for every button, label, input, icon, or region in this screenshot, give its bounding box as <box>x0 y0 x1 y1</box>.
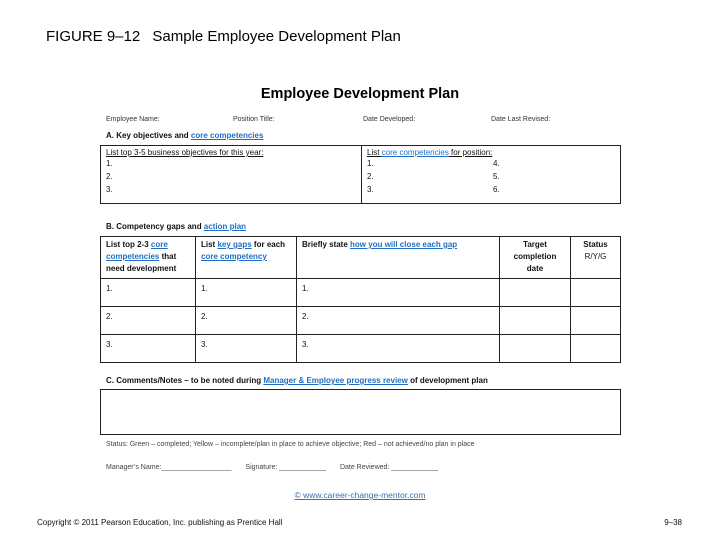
section-a-prefix: A. Key objectives and <box>106 131 191 140</box>
objective-item: 1. <box>106 159 113 168</box>
header-key-gaps: List key gaps for each core competency <box>196 237 297 279</box>
key-gaps-link[interactable]: key gaps <box>217 240 252 249</box>
core-competencies-link[interactable]: core competencies <box>106 240 168 261</box>
objective-item: 3. <box>106 185 113 194</box>
competency-item: 4. <box>493 159 500 168</box>
copyright: Copyright © 2011 Pearson Education, Inc. publishing as Prentice Hall <box>37 518 283 527</box>
section-b-prefix: B. Competency gaps and <box>106 222 204 231</box>
header-target-date: Target completion date <box>500 237 571 279</box>
table-row: 2. 2. 2. <box>101 307 621 335</box>
competency-gaps-table <box>100 236 621 363</box>
progress-review-link[interactable]: Manager & Employee progress review <box>263 376 408 385</box>
objectives-header: List top 3-5 business objectives for this year: <box>106 148 264 157</box>
close-gap-link[interactable]: how you will close each gap <box>350 240 458 249</box>
figure-number: FIGURE 9–12 <box>46 28 141 45</box>
meta-date-last-revised: Date Last Revised: <box>491 116 551 123</box>
header-close-gap: Briefly state how you will close each gap <box>297 237 500 279</box>
signature-field: Signature: ____________ <box>245 464 326 471</box>
core-competencies-link[interactable]: core competencies <box>381 148 449 157</box>
meta-position-title: Position Title: <box>233 116 275 123</box>
plan-title: Employee Development Plan <box>260 86 460 102</box>
competency-item: 2. <box>367 172 374 181</box>
header-core-competencies: List top 2-3 core competencies that need development <box>101 237 196 279</box>
header-status: Status R/Y/G <box>571 237 621 279</box>
page-number: 9–38 <box>664 518 682 527</box>
competency-item: 3. <box>367 185 374 194</box>
website-credit <box>0 490 720 500</box>
competency-item: 5. <box>493 172 500 181</box>
competency-item: 6. <box>493 185 500 194</box>
objectives-table <box>100 145 621 204</box>
comments-box[interactable] <box>100 389 621 435</box>
core-competencies-link[interactable]: core competencies <box>190 131 264 140</box>
core-competency-link[interactable]: core competency <box>201 252 267 261</box>
table-row: 3. 3. 3. <box>101 335 621 363</box>
website-link[interactable]: © www.career-change-mentor.com <box>294 490 426 500</box>
section-a-heading <box>106 131 263 140</box>
competencies-header: List core competencies for position: <box>367 148 493 157</box>
competencies-cell <box>362 146 621 204</box>
figure-caption: Sample Employee Development Plan <box>152 28 401 45</box>
objectives-cell <box>101 146 362 204</box>
table-row: 1. 1. 1. <box>101 279 621 307</box>
meta-date-developed: Date Developed: <box>363 116 416 123</box>
section-c-heading: C. Comments/Notes – to be noted during Manager & Employee progress review of development plan <box>106 376 488 385</box>
competency-item: 1. <box>367 159 374 168</box>
figure-title <box>46 28 401 45</box>
action-plan-link[interactable]: action plan <box>203 222 247 231</box>
objective-item: 2. <box>106 172 113 181</box>
section-b-heading <box>106 222 246 231</box>
date-reviewed-field: Date Reviewed: ____________ <box>339 464 439 471</box>
signature-line <box>106 464 450 471</box>
manager-name-field: Manager’s Name:__________________ <box>106 464 232 471</box>
status-legend: Status: Green – completed; Yellow – incomplete/plan in place to achieve objective; Red – not achieved/no plan in place <box>106 441 475 448</box>
meta-employee-name: Employee Name: <box>106 116 160 123</box>
